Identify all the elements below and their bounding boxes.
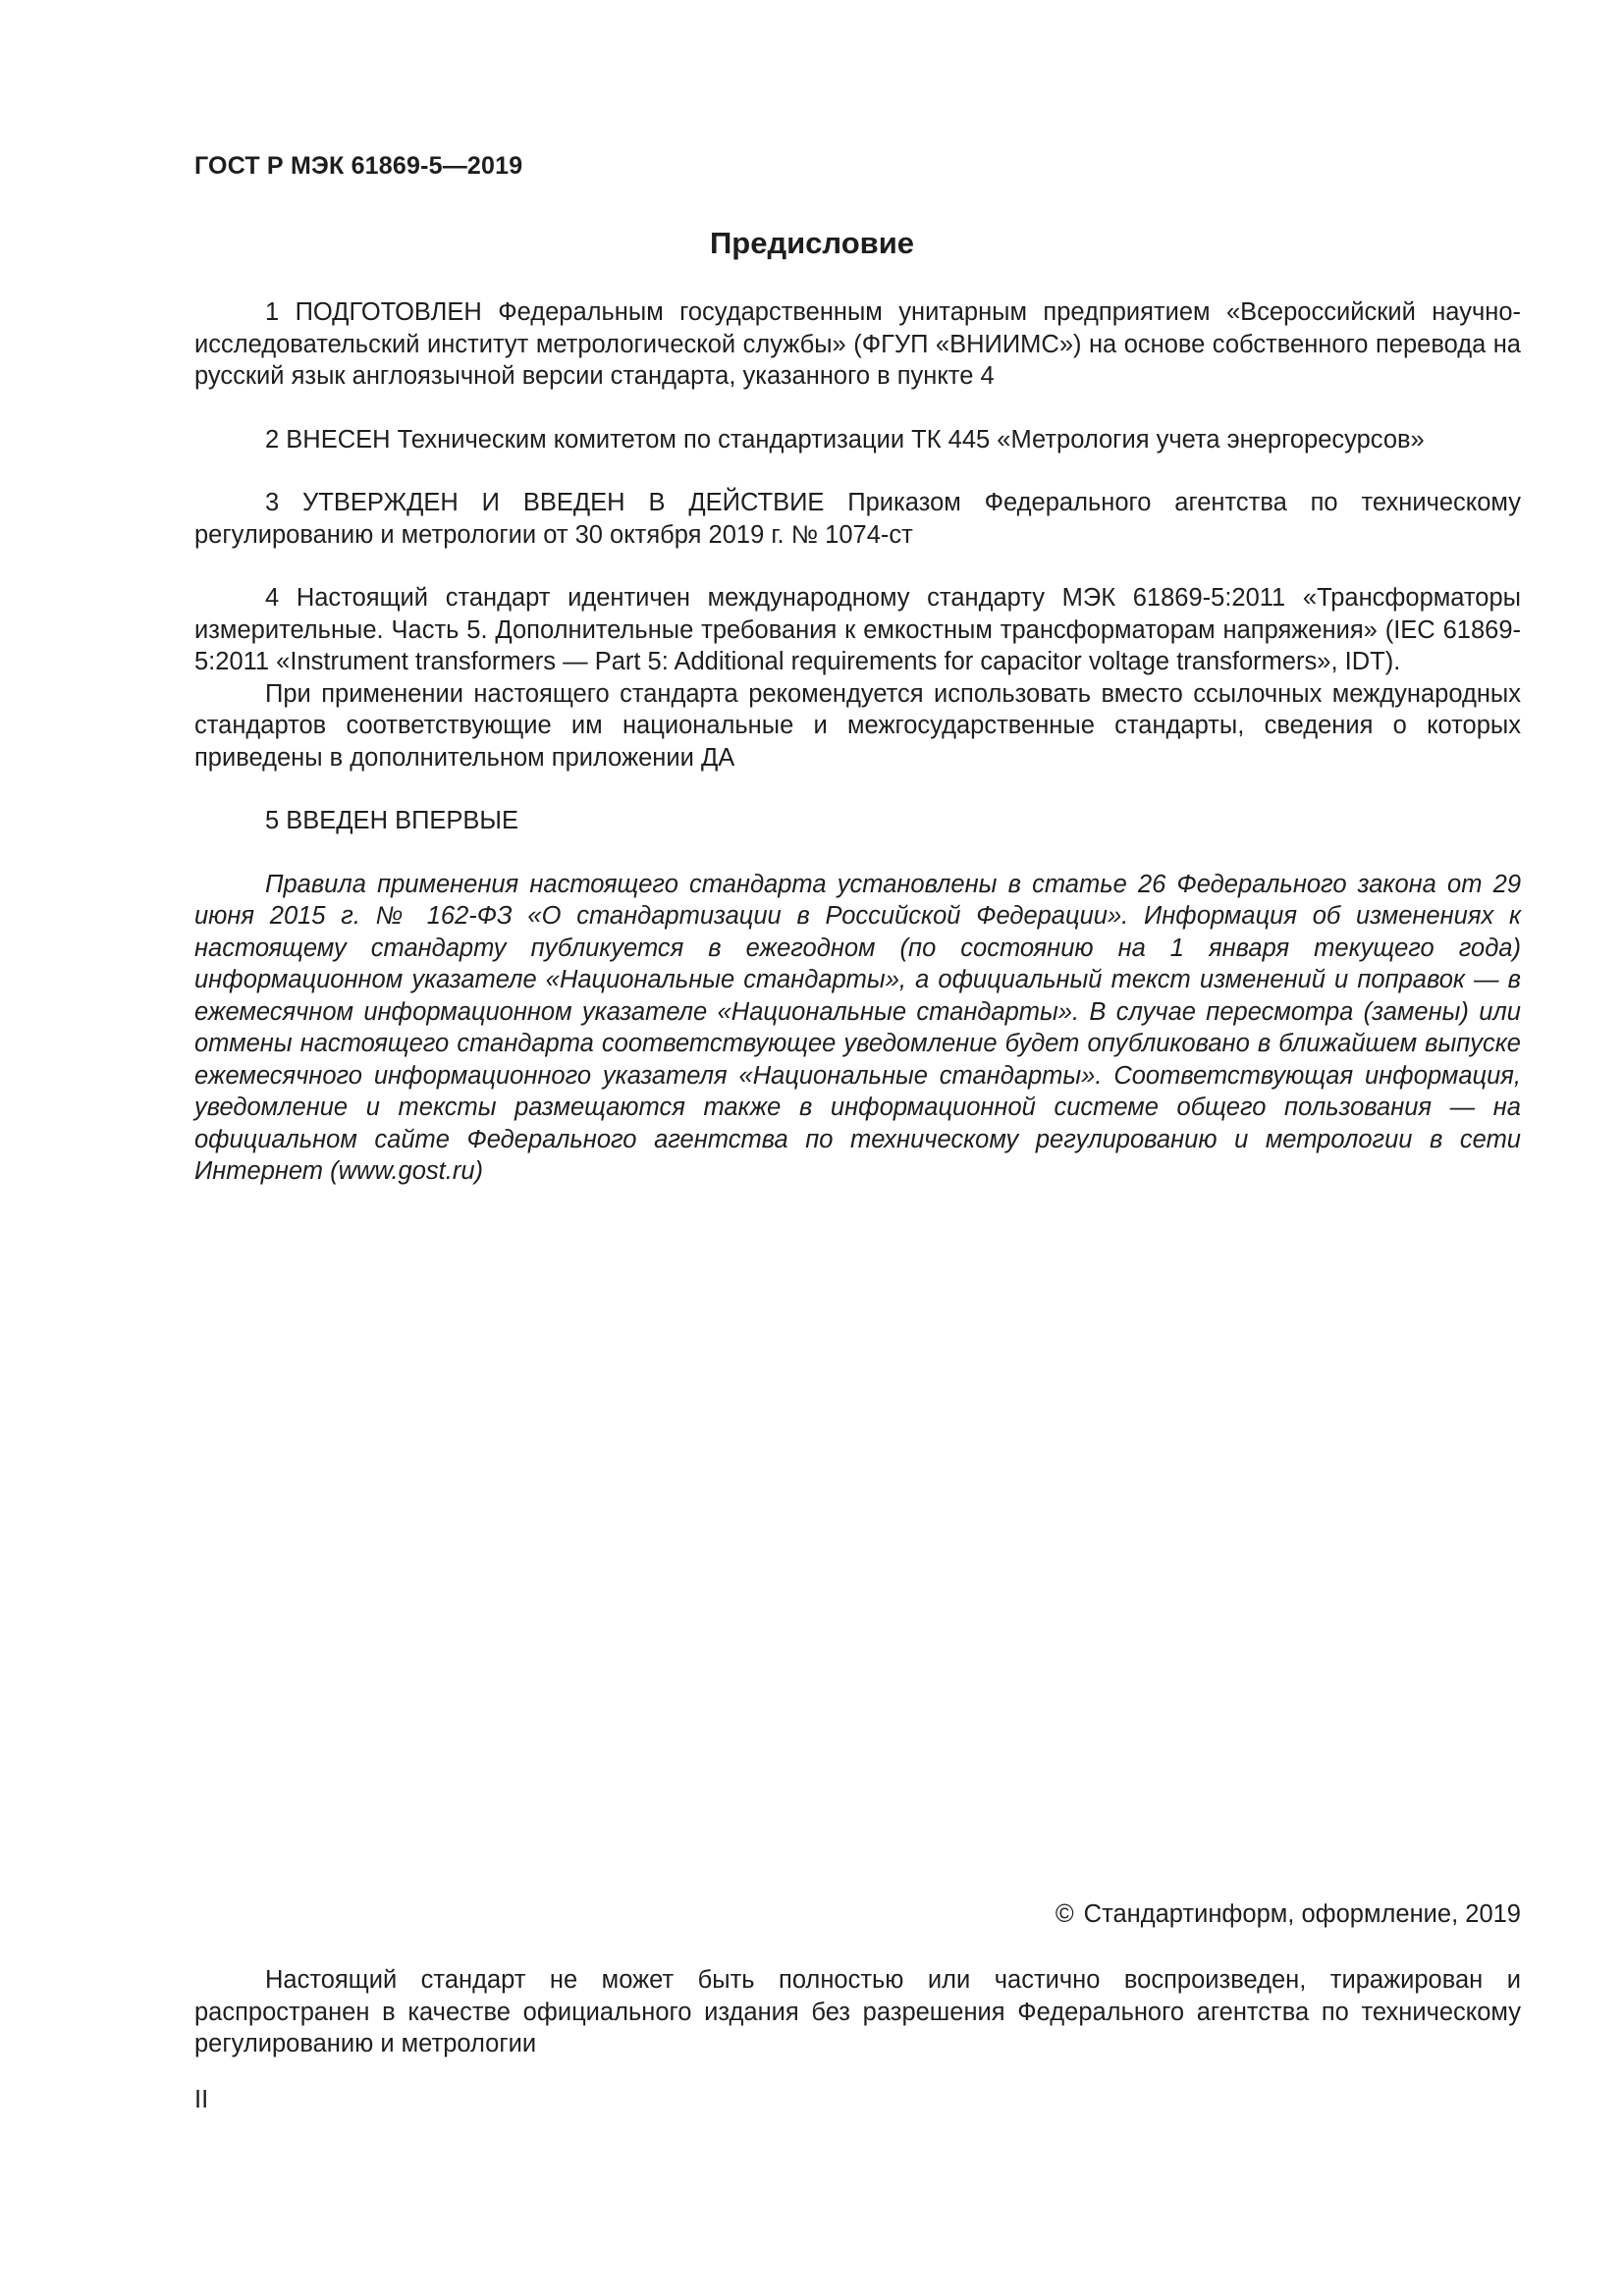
page-number: II (194, 2086, 209, 2113)
copyright-text: Стандартинформ, оформление, 2019 (1083, 1900, 1521, 1928)
page-title: Предисловие (709, 226, 914, 260)
item-prepared: 1 ПОДГОТОВЛЕН Федеральным государственным унитарным предприятием «Всероссийский научно-исследовательский институт метрологической службы» (ФГУП «ВНИИМС») на основе собственного перевода на русский язык англоязычной версии стандарта, указанного в пункте 4 (194, 298, 1521, 390)
item-recommendation: При применении настоящего стандарта рекомендуется использовать вместо ссылочных международных стандартов соответствующие им национальные и межгосударственные стандарты, сведения о которых приведены в дополнительном приложении ДА (194, 679, 1521, 772)
document-code-header: ГОСТ Р МЭК 61869-5—2019 (194, 152, 523, 180)
foreword-content (194, 296, 1521, 1188)
copyright-line (1056, 1898, 1521, 1930)
item-first-introduced: 5 ВВЕДЕН ВПЕРВЫЕ (265, 807, 519, 834)
item-approved: 3 УТВЕРЖДЕН И ВВЕДЕН В ДЕЙСТВИЕ Приказом Федерального агентства по техническому регулированию и метрологии от 30 октября 2019 г. № 1074-ст (194, 489, 1521, 549)
item-introduced: 2 ВНЕСЕН Техническим комитетом по стандартизации ТК 445 «Метрология учета энергоресурсов» (265, 425, 1425, 454)
item-identical-standard: 4 Настоящий стандарт идентичен международному стандарту МЭК 61869-5:2011 «Трансформаторы измерительные. Часть 5. Дополнительные требования к емкостным трансформаторам напряжения» (IEC 61869-5:2011 «Instrument transformers — Part 5: Additional requirements for capacitor voltage transformers», IDT). (194, 584, 1521, 675)
reprint-notice: Настоящий стандарт не может быть полностью или частично воспроизведен, тиражирован и распространен в качестве официального издания без разрешения Федерального агентства по техническому регулированию и метрологии (194, 1966, 1521, 2057)
copyright-symbol: © (1055, 1900, 1074, 1928)
application-rules-notice: Правила применения настоящего стандарта установлены в статье 26 Федерального закона от 29 июня 2015 г. № 162-ФЗ «О стандартизации в Российской Федерации». Информация об изменениях к настоящему стандарту публикуется в ежегодном (по состоянию на 1 января текущего года) информационном указателе «Национальные стандарты», а официальный текст изменений и поправок — в ежемесячном информационном указателе «Национальные стандарты». В случае пересмотра (замены) или отмены настоящего стандарта соответствующее уведомление будет опубликовано в ближайшем выпуске ежемесячного информационного указателя «Национальные стандарты». Соответствующая информация, уведомление и тексты размещаются также в информационной системе общего пользования — на официальном сайте Федерального агентства по техническому регулированию и метрологии в сети Интернет (www.gost.ru) (194, 870, 1521, 1185)
